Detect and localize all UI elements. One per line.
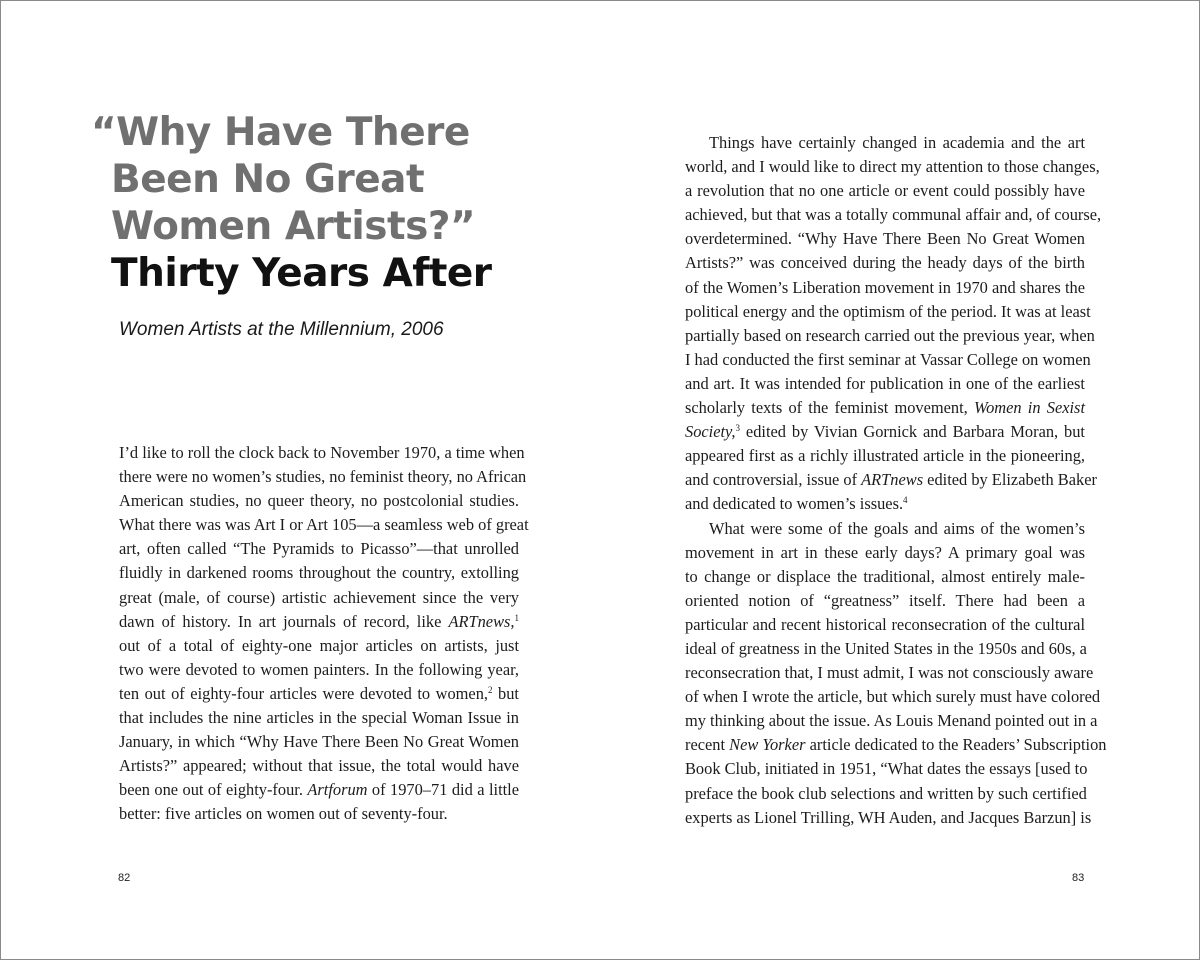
text-line	[119, 682, 519, 706]
text-line: a revolution that no one article or event could possibly have	[685, 181, 1085, 201]
text-line: overdetermined. “Why Have There Been No Great Women	[685, 229, 1085, 249]
text-line: reconsecration that, I must admit, I was not consciously aware	[685, 663, 1094, 683]
text-line: world, and I would like to direct my attention to those changes,	[685, 157, 1100, 177]
text-line: achieved, but that was a totally communal affair and, of course,	[685, 205, 1102, 225]
italic-society: Society,	[685, 422, 736, 442]
left-page	[1, 1, 600, 959]
text-line: What were some of the goals and aims of the women’s	[709, 518, 1085, 538]
text-line: out of a total of eighty-one major articles on artists, just	[119, 635, 519, 655]
italic-new-yorker: New Yorker	[729, 735, 806, 755]
text-line	[685, 468, 1097, 492]
text-segment: scholarly texts of the feminist movement,	[685, 398, 974, 418]
text-line: experts as Lionel Trilling, WH Auden, and Jacques Barzun] is	[685, 807, 1092, 827]
text-segment: ten out of eighty-four articles were devoted to women,	[119, 683, 488, 703]
text-line: art, often called “The Pyramids to Picasso”—that unrolled	[119, 539, 519, 559]
text-segment: and controversial, issue of	[685, 470, 862, 490]
text-line: I had conducted the first seminar at Vassar College on women	[685, 349, 1091, 369]
text-line: there were no women’s studies, no feminist theory, no African	[119, 467, 527, 487]
chapter-title	[91, 109, 511, 297]
text-segment: article dedicated to the Readers’ Subscription	[805, 735, 1107, 755]
text-line: oriented notion of “greatness” itself. There had been a	[685, 590, 1085, 610]
chapter-subtitle: Women Artists at the Millennium, 2006	[119, 319, 444, 340]
text-line: I’d like to roll the clock back to November 1970, a time when	[119, 443, 525, 462]
text-line: my thinking about the issue. As Louis Menand pointed out in a	[685, 711, 1098, 731]
text-line: great (male, of course) artistic achievement since the very	[119, 587, 519, 607]
text-segment: been one out of eighty-four.	[119, 780, 308, 800]
text-line: Things have certainly changed in academia and the art	[709, 133, 1085, 152]
footnote-ref-3[interactable]: 3	[735, 423, 741, 434]
text-segment: edited by Elizabeth Baker	[923, 470, 1097, 490]
text-line: What there was was Art I or Art 105—a seamless web of great	[119, 515, 529, 535]
text-segment: edited by Vivian Gornick and Barbara Moran, but	[740, 422, 1085, 442]
text-line	[685, 492, 1085, 516]
text-segment: of 1970–71 did a little	[367, 780, 519, 800]
text-line: ideal of greatness in the United States in the 1950s and 60s, a	[685, 638, 1087, 658]
text-segment: and dedicated to women’s issues.	[685, 494, 904, 514]
text-line: two were devoted to women painters. In the following year,	[119, 659, 519, 679]
text-line	[119, 610, 519, 634]
text-line: preface the book club selections and written by such certified	[685, 783, 1087, 803]
text-line: of the Women’s Liberation movement in 1970 and shares the	[685, 277, 1085, 297]
text-line	[119, 778, 519, 802]
text-line: appeared first as a richly illustrated article in the pioneering,	[685, 446, 1085, 466]
text-line: movement in art in these early days? A primary goal was	[685, 542, 1085, 562]
text-line: Artists?” appeared; without that issue, the total would have	[119, 756, 519, 776]
footnote-ref-1[interactable]: 1	[514, 612, 519, 623]
title-line-2: Been No Great	[111, 157, 425, 202]
text-line: January, in which “Why Have There Been No Great Women	[119, 732, 519, 752]
text-line: to change or displace the traditional, almost entirely male-	[685, 566, 1085, 586]
footnote-ref-2[interactable]: 2	[487, 684, 493, 695]
left-body-text	[119, 441, 529, 827]
text-line: partially based on research carried out the previous year, when	[685, 325, 1095, 345]
right-body-text	[685, 131, 1107, 830]
page-number-right: 83	[1072, 872, 1085, 884]
text-segment: but	[492, 683, 519, 703]
italic-artnews: ARTnews	[861, 470, 924, 490]
text-line: better: five articles on women out of seventy-four.	[119, 804, 448, 824]
italic-artforum: Artforum	[307, 780, 368, 800]
text-line: political energy and the optimism of the period. It was at least	[685, 301, 1091, 321]
text-line: American studies, no queer theory, no postcolonial studies.	[119, 491, 519, 511]
title-line-3: Women Artists?”	[111, 204, 476, 249]
text-line	[685, 396, 1085, 420]
text-line: that includes the nine articles in the special Woman Issue in	[119, 708, 519, 728]
text-segment: recent	[685, 735, 730, 755]
italic-women-in-sexist: Women in Sexist	[973, 398, 1085, 418]
text-line	[685, 420, 1085, 444]
text-line: Artists?” was conceived during the heady days of the birth	[685, 253, 1085, 273]
page-number-left: 82	[118, 872, 131, 884]
text-line: Book Club, initiated in 1951, “What dates the essays [used to	[685, 759, 1088, 779]
text-line: of when I wrote the article, but which surely must have colored	[685, 687, 1101, 707]
text-line: fluidly in darkened rooms throughout the country, extolling	[119, 563, 519, 583]
text-line: particular and recent historical reconsecration of the cultural	[685, 614, 1085, 634]
right-page	[600, 1, 1199, 959]
title-line-4: Thirty Years After	[111, 251, 492, 296]
text-line: and art. It was intended for publication in one of the earliest	[685, 373, 1085, 393]
text-line	[685, 733, 1107, 757]
italic-artnews: ARTnews,	[448, 611, 515, 631]
footnote-ref-4[interactable]: 4	[903, 495, 908, 506]
text-segment: dawn of history. In art journals of record, like	[119, 611, 449, 631]
title-line-1: “Why Have There	[91, 110, 470, 155]
